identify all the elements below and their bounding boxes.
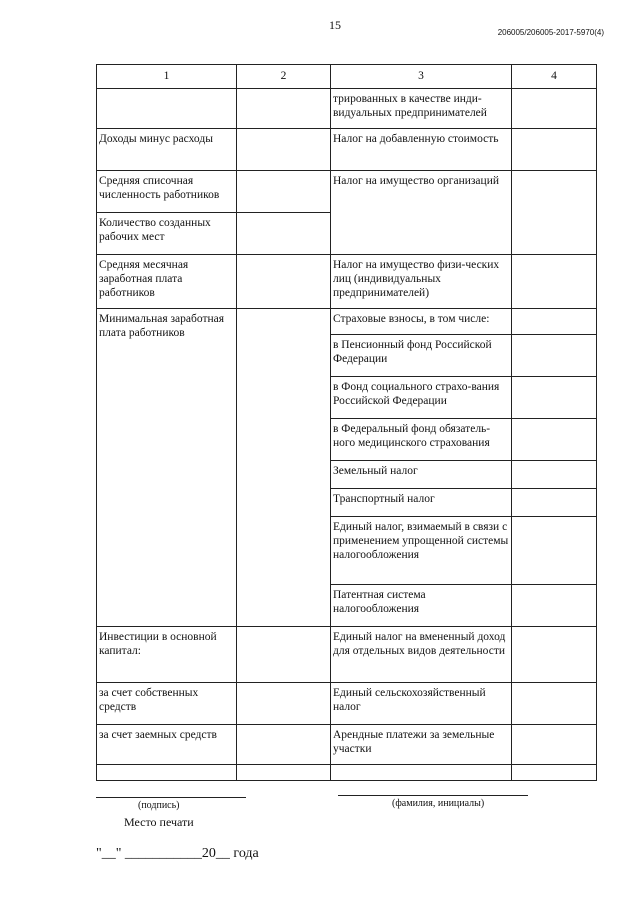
tax-item-label: Патентная система налогообложения xyxy=(331,585,512,627)
cell-value xyxy=(512,419,597,461)
tax-item-label: Транспортный налог xyxy=(331,489,512,517)
cell-value xyxy=(512,461,597,489)
tax-item-label: в Пенсионный фонд Российской Федерации xyxy=(331,335,512,377)
cell-value xyxy=(512,89,597,129)
column-header-2: 2 xyxy=(237,65,331,89)
name-caption: (фамилия, инициалы) xyxy=(392,798,485,809)
table-row xyxy=(97,765,597,781)
document-id: 206005/206005-2017-5970(4) xyxy=(497,28,604,37)
cell-value xyxy=(237,725,331,765)
cell-value xyxy=(237,683,331,725)
indicator-label: Доходы минус расходы xyxy=(97,129,237,171)
table-row xyxy=(97,129,597,171)
tax-item-label: Налог на имущество организаций xyxy=(331,171,512,255)
cell-value xyxy=(237,171,331,213)
indicator-label: Средняя месячная заработная плата работников xyxy=(97,255,237,309)
tax-item-label: трированных в качестве инди-видуальных предпринимателей xyxy=(331,89,512,129)
cell-value xyxy=(512,517,597,585)
cell-value xyxy=(512,585,597,627)
cell-empty xyxy=(237,765,331,781)
table-row xyxy=(97,683,597,725)
cell-value xyxy=(512,725,597,765)
name-line[interactable] xyxy=(338,795,528,796)
header-row xyxy=(97,65,597,89)
page-number: 15 xyxy=(329,18,341,32)
indicator-label: за счет собственных средств xyxy=(97,683,237,725)
cell-empty xyxy=(512,765,597,781)
cell-value xyxy=(237,627,331,683)
cell-value xyxy=(237,309,331,627)
tax-item-label: Налог на добавленную стоимость xyxy=(331,129,512,171)
report-table xyxy=(96,64,597,781)
cell-value xyxy=(237,213,331,255)
tax-item-label: Страховые взносы, в том числе: xyxy=(331,309,512,335)
cell-value xyxy=(512,255,597,309)
cell-value xyxy=(237,129,331,171)
column-header-3: 3 xyxy=(331,65,512,89)
tax-item-label: Арендные платежи за земельные участки xyxy=(331,725,512,765)
cell-value xyxy=(237,255,331,309)
signature-line[interactable] xyxy=(96,797,246,798)
cell-value xyxy=(512,489,597,517)
indicator-label: Средняя списочная численность работников xyxy=(97,171,237,213)
tax-item-label: Единый налог на вмененный доход для отдельных видов деятельности xyxy=(331,627,512,683)
indicator-label: Минимальная заработная плата работников xyxy=(97,309,237,627)
table-row xyxy=(97,171,597,213)
cell-empty xyxy=(97,89,237,129)
cell-value xyxy=(512,683,597,725)
indicator-label: за счет заемных средств xyxy=(97,725,237,765)
cell-value xyxy=(512,627,597,683)
indicator-label: Инвестиции в основной капитал: xyxy=(97,627,237,683)
table-row xyxy=(97,309,597,335)
cell-empty xyxy=(97,765,237,781)
date-line[interactable]: "__" ___________20__ года xyxy=(96,846,259,861)
cell-value xyxy=(512,309,597,335)
column-header-4: 4 xyxy=(512,65,597,89)
tax-item-label: в Фонд социального страхо-вания Российской Федерации xyxy=(331,377,512,419)
column-header-1: 1 xyxy=(97,65,237,89)
seal-place: Место печати xyxy=(124,815,194,829)
cell-value xyxy=(512,377,597,419)
table-row xyxy=(97,255,597,309)
table-row xyxy=(97,725,597,765)
tax-item-label: Земельный налог xyxy=(331,461,512,489)
tax-item-label: Единый сельскохозяйственный налог xyxy=(331,683,512,725)
tax-item-label: в Федеральный фонд обязатель-ного медицинского страхования xyxy=(331,419,512,461)
cell-value xyxy=(512,335,597,377)
tax-item-label: Единый налог, взимаемый в связи с применением упрощенной системы налогообложения xyxy=(331,517,512,585)
cell-value xyxy=(512,171,597,255)
tax-item-label: Налог на имущество физи-ческих лиц (индивидуальных предпринимателей) xyxy=(331,255,512,309)
signature-caption: (подпись) xyxy=(138,800,180,811)
table-row xyxy=(97,627,597,683)
cell-empty xyxy=(237,89,331,129)
cell-empty xyxy=(331,765,512,781)
table-row xyxy=(97,89,597,129)
cell-value xyxy=(512,129,597,171)
indicator-label: Количество созданных рабочих мест xyxy=(97,213,237,255)
